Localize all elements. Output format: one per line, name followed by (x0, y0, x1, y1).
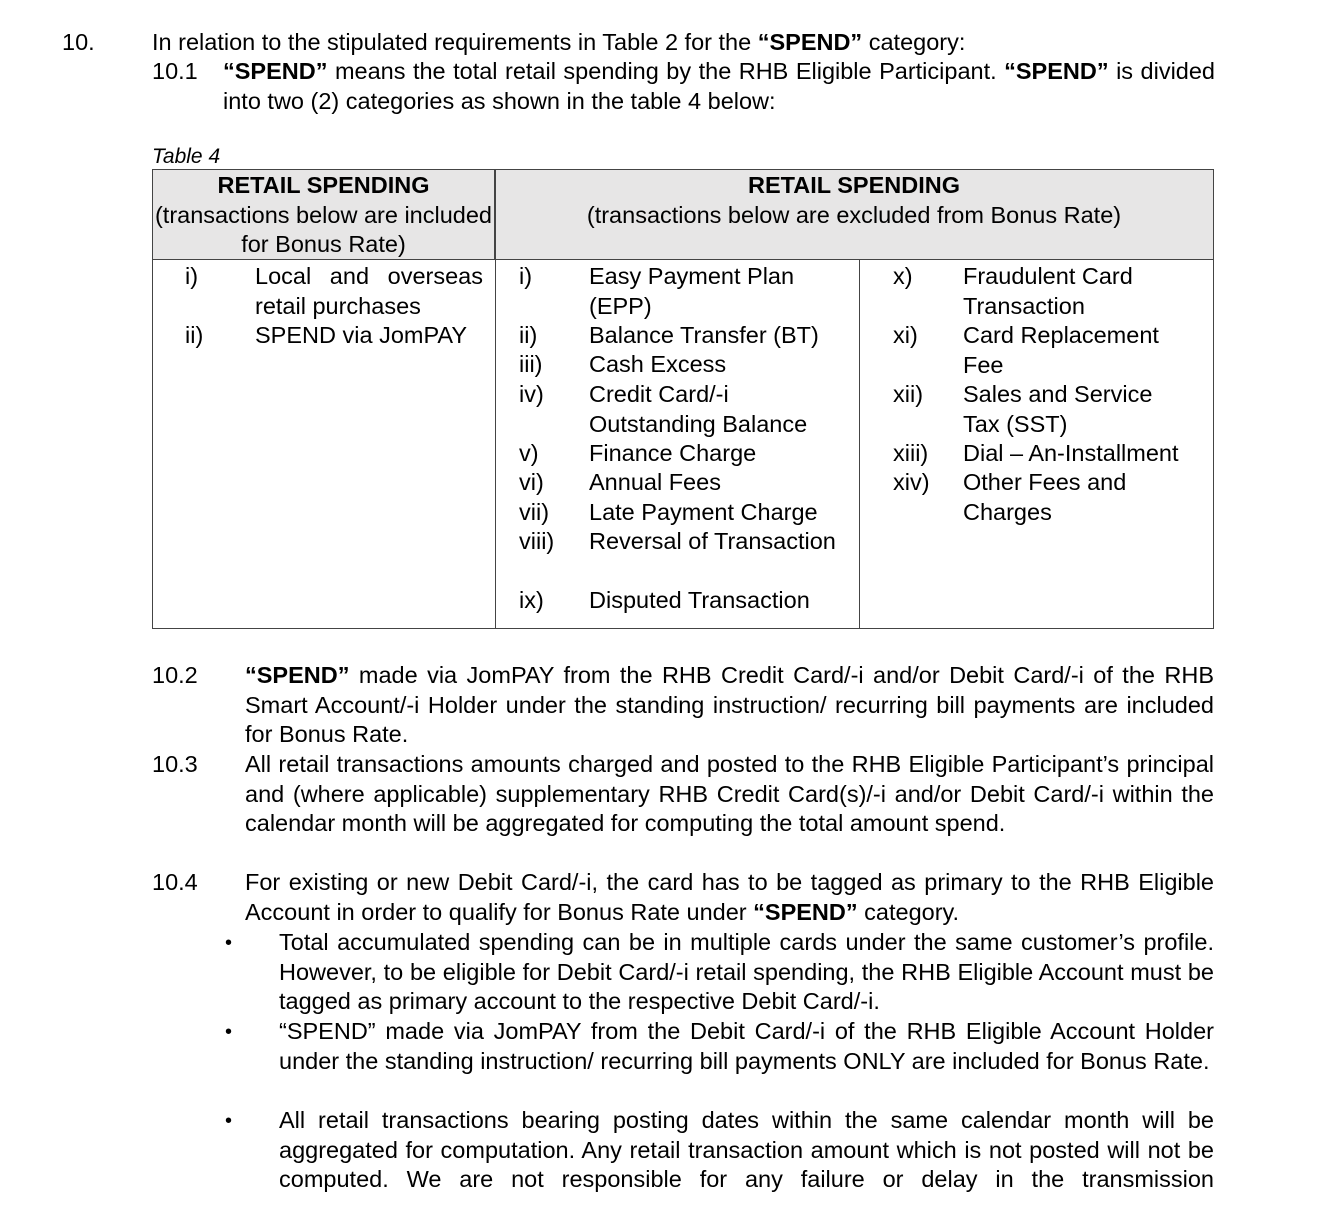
spend-term: “SPEND” (245, 662, 350, 688)
excluded-item-text: Easy Payment Plan (EPP) (589, 263, 795, 319)
excluded-item-text: Credit Card/-i Outstanding Balance (589, 381, 808, 437)
excluded-item-number: iv) (519, 381, 544, 407)
lead-pre: In relation to the stipulated requirements in Table 2 for the (152, 29, 758, 55)
retail-spending-table (152, 169, 1214, 629)
included-header-subtitle: (transactions below are included for Bonus Rate) (154, 201, 493, 257)
excluded-header-cell (495, 170, 1213, 260)
bullet-icon: • (225, 1021, 233, 1043)
excluded-item-number: iii) (519, 351, 543, 377)
excluded-item-number: xii) (893, 381, 924, 407)
excluded-item-text: Sales and Service Tax (SST) (963, 381, 1153, 437)
lead-spend-term: “SPEND” (757, 29, 863, 55)
excluded-item-text: Reversal of Transaction (589, 528, 836, 554)
excluded-item-number: xiii) (893, 440, 929, 466)
excluded-item-text: Cash Excess (589, 351, 727, 377)
clause-10-4-number: 10.4 (152, 869, 198, 895)
excluded-item-number: xiv) (893, 469, 930, 495)
excluded-item-text: Late Payment Charge (589, 499, 818, 525)
excluded-item-number: xi) (893, 322, 918, 348)
excluded-item-number: viii) (519, 528, 555, 554)
lead-post: category: (862, 29, 966, 55)
clause-10-1-part1: means the total retail spending by the RHB Eligible Participant. (327, 58, 1005, 84)
clause-10-1-number: 10.1 (152, 58, 198, 84)
bullet-icon: • (225, 1110, 233, 1132)
excluded-item-number: ix) (519, 587, 544, 613)
bullet-text: Total accumulated spending can be in multiple cards under the same customer’s profile. However, to be eligible for Debit Card/-i retail spending, the RHB Eligible Account must be tagged as primary account to the respective Debit Card/-i. (279, 929, 1214, 1014)
spend-term: “SPEND” (753, 898, 858, 925)
included-item-number: i) (185, 263, 199, 289)
excluded-header-title: RETAIL SPENDING (748, 172, 960, 198)
excluded-item-text: Fraudulent Card Transaction (963, 263, 1133, 319)
excluded-item-text: Card Replacement Fee (963, 322, 1159, 378)
spend-term: “SPEND” (1004, 58, 1109, 84)
excluded-item-number: vi) (519, 469, 544, 495)
table-caption: Table 4 (152, 145, 221, 168)
excluded-item-text: Balance Transfer (BT) (589, 322, 819, 348)
excluded-item-text: Dial – An-Installment (963, 440, 1179, 466)
column-divider (495, 170, 496, 628)
included-item-text: SPEND via JomPAY (255, 322, 467, 348)
excluded-item-text: Disputed Transaction (589, 587, 810, 613)
excluded-item-number: i) (519, 263, 533, 289)
excluded-header-subtitle: (transactions below are excluded from Bonus Rate) (586, 201, 1122, 228)
excluded-item-number: x) (893, 263, 913, 289)
header-divider (153, 259, 1213, 260)
excluded-item-text: Finance Charge (589, 440, 757, 466)
excluded-item-number: ii) (519, 322, 538, 348)
bullet-text: All retail transactions bearing posting dates within the same calendar month will be aggregated for computation. Any retail transaction amount which is not posted will not be computed. We are not responsible for any failure or delay in the transmission (279, 1107, 1214, 1192)
included-item-number: ii) (185, 322, 204, 348)
clause-10-4-text (245, 868, 1214, 927)
section-number: 10. (62, 29, 95, 55)
clause-10-1-text (223, 57, 1215, 116)
section-lead-text (152, 28, 1222, 58)
clause-10-4-post: category. (857, 898, 960, 925)
clause-10-2-body: made via JomPAY from the RHB Credit Card/-i and/or Debit Card/-i of the RHB Smart Account/-i Holder under the standing instruction/ recurring bill payments are included for Bonus Rate. (245, 662, 1214, 747)
clause-10-4-pre: For existing or new Debit Card/-i, the card has to be tagged as primary to the RHB Eligible Account in order to qualify for Bonus Rate under (245, 869, 1214, 925)
excluded-item-text: Annual Fees (589, 469, 721, 495)
clause-10-3-number: 10.3 (152, 751, 198, 777)
included-header-cell (153, 170, 495, 260)
clause-10-1-part2: is divided into two (2) categories as shown in the table 4 below: (223, 58, 1215, 114)
excluded-item-text: Other Fees and Charges (963, 469, 1127, 525)
spend-term: “SPEND” (223, 58, 328, 84)
clause-10-2-number: 10.2 (152, 662, 198, 688)
included-item-text: Local and overseas retail purchases (255, 263, 483, 319)
clause-10-3-text: All retail transactions amounts charged and posted to the RHB Eligible Participant’s principal and (where applicable) supplementary RHB Credit Card(s)/-i and/or Debit Card/-i within the calendar month will be aggregated for computing the total amount spend. (245, 751, 1214, 836)
clause-10-2-text (245, 661, 1214, 750)
excluded-item-number: vii) (519, 499, 550, 525)
excluded-item-number: v) (519, 440, 539, 466)
bullet-icon: • (225, 932, 233, 954)
bullet-text: “SPEND” made via JomPAY from the Debit Card/-i of the RHB Eligible Account Holder under the standing instruction/ recurring bill payments ONLY are included for Bonus Rate. (279, 1018, 1214, 1074)
included-header-title: RETAIL SPENDING (217, 172, 430, 198)
column-divider (859, 259, 860, 628)
